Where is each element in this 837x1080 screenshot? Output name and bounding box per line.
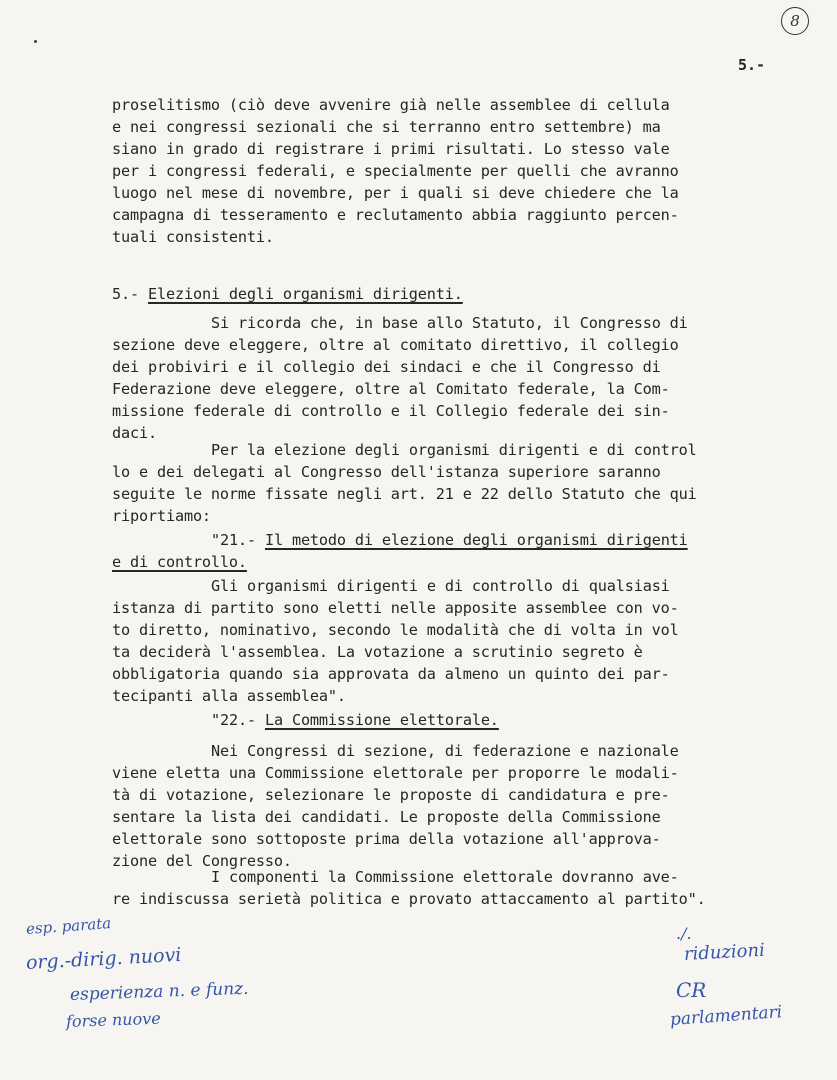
text-line: to diretto, nominativo, secondo le modalità che di volta in vol — [112, 621, 679, 639]
text-line: tecipanti alla assemblea". — [112, 687, 346, 705]
text-line: zione del Congresso. — [112, 852, 292, 870]
text-line: tuali consistenti. — [112, 228, 274, 246]
handwritten-note: esp. parata — [25, 914, 112, 938]
article-heading — [211, 710, 499, 731]
article-heading — [211, 530, 688, 551]
text-line: campagna di tesseramento e reclutamento abbia raggiunto percen- — [112, 206, 679, 224]
article-heading-cont — [112, 552, 247, 573]
handwritten-note: parlamentari — [669, 1002, 783, 1030]
handwritten-note: riduzioni — [683, 939, 766, 965]
text-line: per i congressi federali, e specialmente per quelli che avranno — [112, 162, 679, 180]
text-line: daci. — [112, 424, 157, 442]
text-line: sezione deve eleggere, oltre al comitato direttivo, il collegio — [112, 336, 679, 354]
article-number: "22.- — [211, 711, 265, 729]
text-line: Federazione deve eleggere, oltre al Comitato federale, la Com- — [112, 380, 670, 398]
text-line: missione federale di controllo e il Collegio federale dei sin- — [112, 402, 670, 420]
text-line: obbligatoria quando sia approvata da almeno un quinto dei par- — [112, 665, 670, 683]
article-number: "21.- — [211, 531, 265, 549]
text-line: sentare la lista dei candidati. Le proposte della Commissione — [112, 808, 661, 826]
punch-mark — [34, 40, 37, 43]
handwritten-note: esperienza n. e funz. — [69, 978, 249, 1005]
text-line: dei probiviri e il collegio dei sindaci e che il Congresso di — [112, 358, 661, 376]
text-line: re indiscussa serietà politica e provato attaccamento al partito". — [112, 890, 706, 908]
text-line: lo e dei delegati al Congresso dell'istanza superiore saranno — [112, 463, 661, 481]
handwritten-note: forse nuove — [65, 1008, 161, 1031]
text-line: viene eletta una Commissione elettorale per proporre le modali- — [112, 764, 679, 782]
article-title: Il metodo di elezione degli organismi dirigenti — [264, 531, 688, 549]
folio-number: 8 — [781, 7, 809, 35]
text-line: seguite le norme fissate negli art. 21 e 22 dello Statuto che qui — [112, 485, 697, 503]
text-line: Si ricorda che, in base allo Statuto, il Congresso di — [211, 314, 688, 332]
text-line: elettorale sono sottoposte prima della votazione all'approva- — [112, 830, 661, 848]
text-line: istanza di partito sono eletti nelle apposite assemblee con vo- — [112, 599, 679, 617]
article-title: La Commissione elettorale. — [264, 711, 499, 729]
page-number: 5.- — [738, 56, 766, 74]
text-line: proselitismo (ciò deve avvenire già nelle assemblee di cellula — [112, 96, 670, 114]
text-line: Per la elezione degli organismi dirigenti e di control — [211, 441, 697, 459]
text-line: tà di votazione, selezionare le proposte di candidatura e pre- — [112, 786, 670, 804]
text-line: luogo nel mese di novembre, per i quali si deve chiedere che la — [112, 184, 679, 202]
text-line: riportiamo: — [112, 507, 211, 525]
section-number: 5.- — [112, 285, 148, 303]
section-title: Elezioni degli organismi dirigenti. — [147, 285, 463, 303]
article-title: e di controllo. — [112, 553, 247, 571]
text-line: ta deciderà l'assemblea. La votazione a scrutinio segreto è — [112, 643, 643, 661]
text-line: Nei Congressi di sezione, di federazione e nazionale — [211, 742, 679, 760]
text-line: e nei congressi sezionali che si terranno entro settembre) ma — [112, 118, 661, 136]
handwritten-note: ./. — [676, 924, 692, 943]
handwritten-note: org.-dirig. nuovi — [25, 943, 182, 974]
text-line: siano in grado di registrare i primi risultati. Lo stesso vale — [112, 140, 670, 158]
handwritten-note: CR — [676, 978, 707, 1002]
text-line: Gli organismi dirigenti e di controllo di qualsiasi — [211, 577, 670, 595]
section-heading — [112, 284, 463, 305]
text-line: I componenti la Commissione elettorale dovranno ave- — [211, 868, 679, 886]
